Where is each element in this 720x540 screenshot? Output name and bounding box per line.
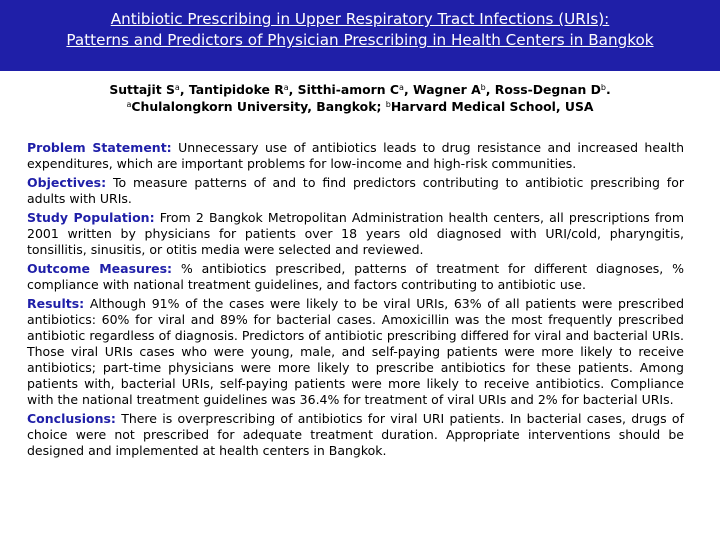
author-name: Suttajit S — [109, 82, 175, 97]
section-label: Conclusions: — [27, 411, 116, 426]
author-affiliation-marker: a — [283, 83, 289, 92]
author-name: Wagner A — [412, 82, 481, 97]
section-text: To measure patterns of and to find predictors contributing to antibiotic prescribing for adults with URIs. — [27, 175, 684, 206]
author-affiliation-marker: a — [399, 83, 404, 92]
author-name: Tantipidoke R — [188, 82, 284, 97]
section-results — [27, 296, 684, 408]
affiliation-text: Harvard Medical School, USA — [390, 99, 594, 114]
section-label: Study Population: — [27, 210, 155, 225]
author-affiliation-marker: a — [174, 83, 180, 92]
title-banner — [0, 0, 720, 71]
section-label: Outcome Measures: — [27, 261, 173, 276]
affiliations — [0, 97, 720, 117]
title-line-2: Patterns and Predictors of Physician Prescribing in Health Centers in Bangkok — [66, 31, 654, 49]
section-objectives — [27, 175, 684, 207]
section-text: There is overprescribing of antibiotics for viral URI patients. In bacterial cases, drugs of choice were not prescribed for adequate treatment duration. Appropriate interventions should be designed and implemented at health centers in Bangkok. — [27, 411, 684, 458]
author-list: Suttajit $S^a$, Tantipidoke $R^a$, Sitthi-amorn $C^a$, Wagner $A^b$, Ross-Degnan $D^b$. — [109, 82, 611, 97]
section-problem-statement — [27, 140, 684, 172]
section-conclusions — [27, 411, 684, 459]
author-affiliation-marker: b — [480, 83, 486, 92]
section-text: From 2 Bangkok Metropolitan Administration health centers, all prescriptions from 2001 written by physicians for patients over 18 years old diagnosed with URI/cold, pharyngitis, tonsillitis, sinusitis, or otitis media were selected and reviewed. — [27, 210, 684, 257]
affiliation-marker: a — [126, 100, 132, 109]
section-outcome-measures — [27, 261, 684, 293]
author-name: Sitthi-amorn C — [297, 82, 400, 97]
author-name: Ross-Degnan D — [494, 82, 601, 97]
affiliation-text: Chulalongkorn University, Bangkok; — [131, 99, 382, 114]
section-text: % antibiotics prescribed, patterns of treatment for different diagnoses, % compliance with national treatment guidelines, and factors contributing to antibiotic use. — [27, 261, 684, 292]
section-text: Although 91% of the cases were likely to be viral URIs, 63% of all patients were prescribed antibiotics: 60% for viral and 89% for bacterial cases. Amoxicillin was the most frequently prescribed antibiotic regardless of diagnosis. Predictors of antibiotic prescribing differed for viral and bacterial URIs. Those viral URIs cases who were young, male, and self-paying patients were more likely to receive antibiotics; part-time physicians were more likely to prescribe antibiotics for these patients. Among patients with, bacterial URIs, self-paying patients were more likely to receive antibiotics. Compliance with the national treatment guidelines was 36.4% for treatment of viral URIs and 2% for bacterial URIs. — [27, 296, 684, 407]
title-line-1: Antibiotic Prescribing in Upper Respiratory Tract Infections (URIs): — [110, 10, 610, 28]
section-text: Unnecessary use of antibiotics leads to drug resistance and increased health expenditures, which are important problems for low-income and high-risk communities. — [27, 140, 684, 171]
section-label: Results: — [27, 296, 85, 311]
affiliation-marker: b — [385, 100, 391, 109]
author-affiliation-marker: b — [600, 83, 606, 92]
abstract-body — [27, 140, 684, 462]
section-label: Objectives: — [27, 175, 107, 190]
section-study-population — [27, 210, 684, 258]
section-label: Problem Statement: — [27, 140, 172, 155]
